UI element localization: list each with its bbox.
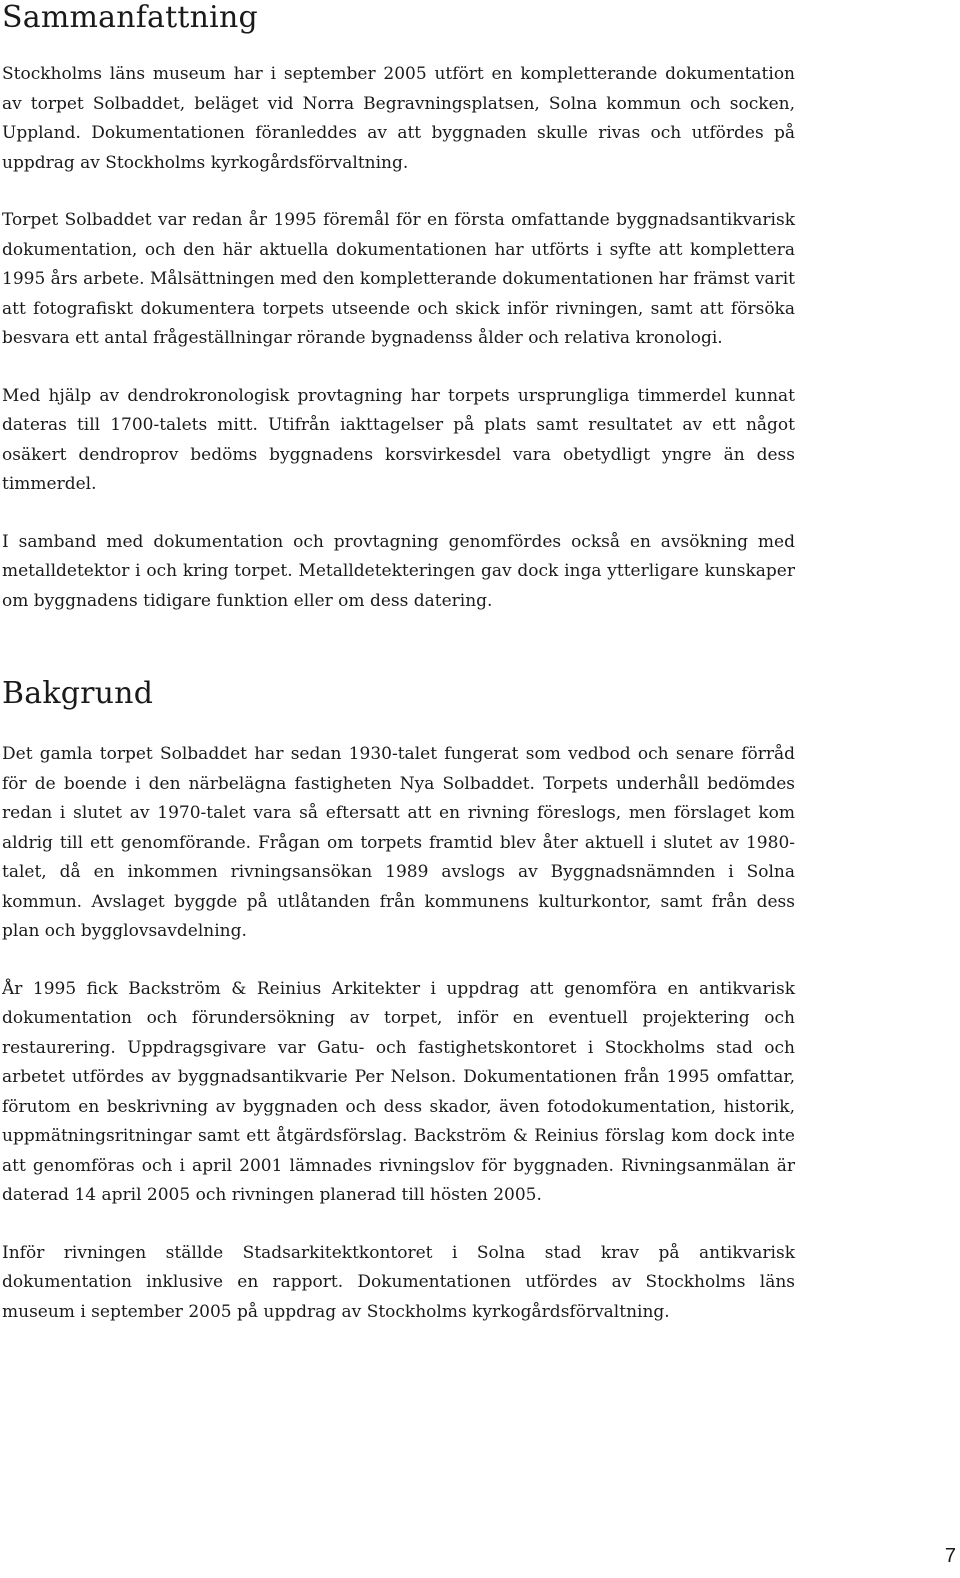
paragraph: Inför rivningen ställde Stadsarkitektkontoret i Solna stad krav på antikvarisk dokumentation inklusive en rapport. Dokumentationen utfördes av Stockholms läns museum i september 2005 på uppdrag av Stockholms kyrkogårdsförvaltning. — [2, 1242, 795, 1322]
paragraph: I samband med dokumentation och provtagning genomfördes också en avsökning med metalldetektor i och kring torpet. Metalldetekteringen gav dock inga ytterligare kunskaper om byggnadens tidigare funktion eller om dess datering. — [2, 531, 795, 611]
page-content — [2, 0, 795, 1355]
page-number: 7 — [944, 1545, 956, 1567]
section-heading: Sammanfattning — [2, 0, 258, 35]
paragraph: Stockholms läns museum har i september 2005 utfört en kompletterande dokumentation av torpet Solbaddet, beläget vid Norra Begravningsplatsen, Solna kommun och socken, Uppland. Dokumentationen föranleddes av att byggnaden skulle rivas och utfördes på uppdrag av Stockholms kyrkogårdsförvaltning. — [2, 64, 795, 173]
paragraph: Det gamla torpet Solbaddet har sedan 1930-talet fungerat som vedbod och senare förråd för de boende i den närbelägna fastigheten Nya Solbaddet. Torpets underhåll bedömdes redan i slutet av 1970-talet vara så eftersatt att en rivning föreslogs, men förslaget kom aldrig till ett genomförande. Frågan om torpets framtid blev åter aktuell i slutet av 1980-talet, då en inkommen rivningsansökan 1989 avslogs av Byggnadsnämnden i Solna kommun. Avslaget byggde på utlåtanden från kommunens kulturkontor, samt från dess plan och bygglovsavdelning. — [2, 744, 795, 941]
paragraph: Med hjälp av dendrokronologisk provtagning har torpets ursprungliga timmerdel kunnat dateras till 1700-talets mitt. Utifrån iakttagelser på plats samt resultatet av ett något osäkert dendroprov bedöms byggnadens korsvirkesdel vara obetydligt yngre än dess timmerdel. — [2, 385, 795, 494]
paragraph: Torpet Solbaddet var redan år 1995 föremål för en första omfattande byggnadsantikvarisk dokumentation, och den här aktuella dokumentationen har utförts i syfte att komplettera 1995 års arbete. Målsättningen med den kompletterande dokumentationen har främst varit att fotografiskt dokumentera torpets utseende och skick inför rivningen, samt att försöka besvara ett antal frågeställningar rörande bygnadenss ålder och relativa kronologi. — [2, 210, 795, 348]
section-sammanfattning — [2, 0, 795, 616]
section-heading: Bakgrund — [2, 676, 154, 711]
paragraph: År 1995 fick Backström & Reinius Arkitekter i uppdrag att genomföra en antikvarisk dokumentation och förundersökning av torpet, inför en eventuell projektering och restaurering. Uppdragsgivare var Gatu- och fastighetskontoret i Stockholms stad och arbetet utfördes av byggnadsantikvarie Per Nelson. Dokumentationen från 1995 omfattar, förutom en beskrivning av byggnaden och dess skador, även fotodokumentation, historik, uppmätningsritningar samt ett åtgärdsförslag. Backström & Reinius förslag kom dock inte att genomföras och i april 2001 lämnades rivningslov för byggnaden. Rivningsanmälan är daterad 14 april 2005 och rivningen planerad till hösten 2005. — [2, 978, 795, 1205]
section-bakgrund — [2, 676, 795, 1327]
